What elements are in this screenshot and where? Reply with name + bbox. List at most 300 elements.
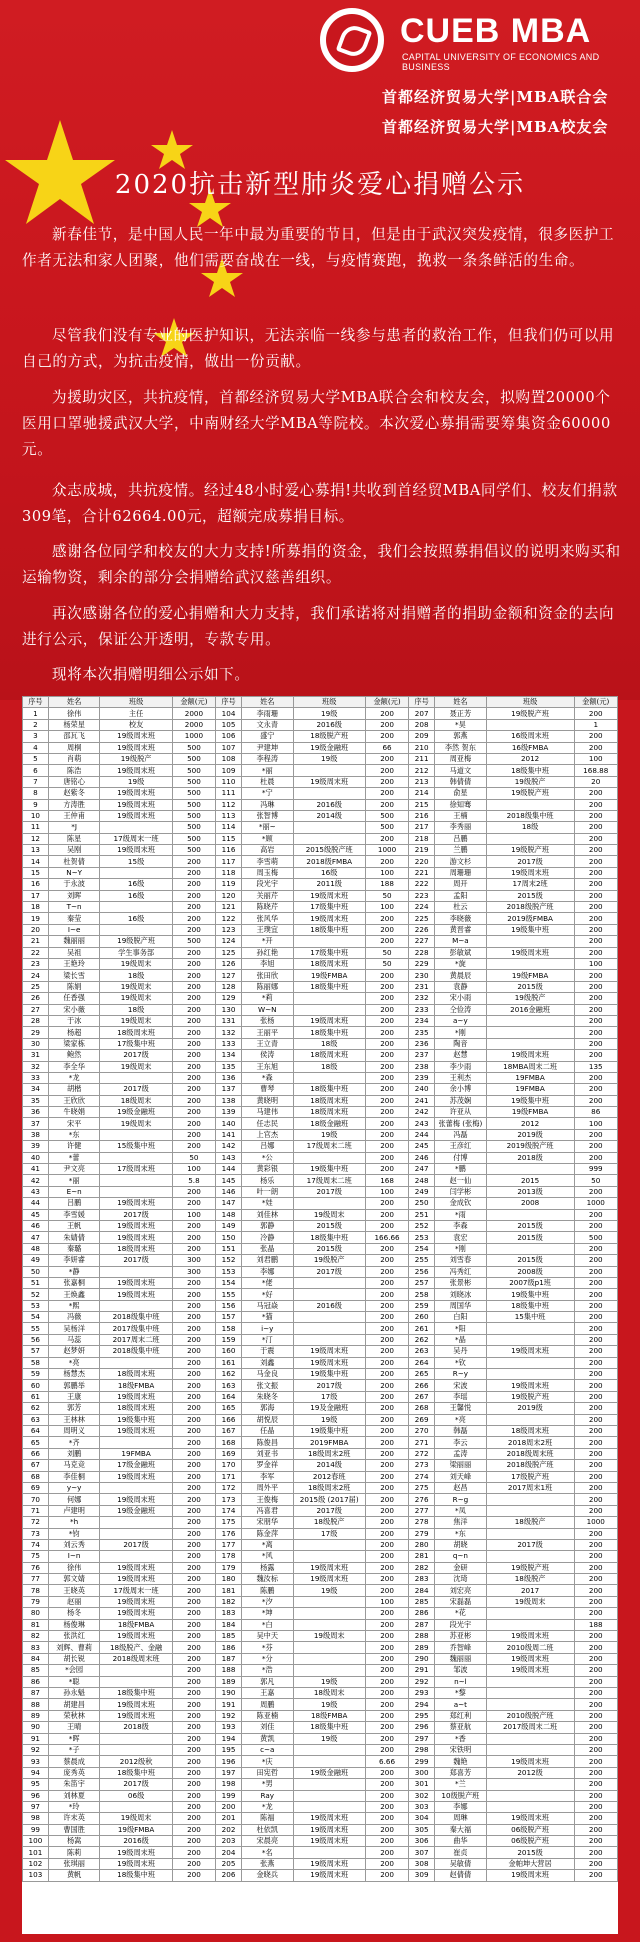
table-cell <box>100 902 172 913</box>
table-cell: I~n <box>48 1551 100 1562</box>
table-cell: 19级周末班 <box>486 1653 574 1664</box>
table-cell: 500 <box>172 799 215 810</box>
table-cell: 19级金融班 <box>100 1107 172 1118</box>
table-cell: 14 <box>23 856 49 867</box>
table-cell: 200 <box>574 1733 618 1744</box>
table-cell: 234 <box>409 1015 435 1026</box>
table-row <box>23 1141 618 1152</box>
table-cell: 秦莹 <box>48 913 100 924</box>
table-cell: *旋 <box>435 958 487 969</box>
table-cell: 许健 <box>48 1141 100 1152</box>
table-cell <box>100 1186 172 1197</box>
table-cell <box>100 1300 172 1311</box>
table-cell: 142 <box>216 1141 242 1152</box>
table-cell: 19级集中班 <box>100 1414 172 1425</box>
table-cell: 200 <box>574 1710 618 1721</box>
table-cell: *森 <box>241 1072 293 1083</box>
table-cell: 200 <box>365 1061 408 1072</box>
table-cell: 126 <box>216 958 242 969</box>
table-row <box>23 1004 618 1015</box>
table-cell: 19级周末班 <box>100 1277 172 1288</box>
table-cell: 李然 贺东 <box>435 742 487 753</box>
table-cell: 218 <box>409 833 435 844</box>
table-cell: W~N <box>241 1004 293 1015</box>
table-cell: 19级脱产班 <box>100 936 172 947</box>
table-cell: 200 <box>365 1369 408 1380</box>
table-cell: 204 <box>216 1847 242 1858</box>
table-cell: 233 <box>409 1004 435 1015</box>
table-cell: q~n <box>435 1551 487 1562</box>
table-cell <box>293 1198 365 1209</box>
table-cell: 173 <box>216 1494 242 1505</box>
table-cell: 163 <box>216 1380 242 1391</box>
table-cell: 2017级 <box>293 1186 365 1197</box>
table-row <box>23 845 618 856</box>
table-cell: 200 <box>172 1232 215 1243</box>
table-cell: 19级集中班 <box>486 924 574 935</box>
table-cell: 19级脱产 <box>293 1255 365 1266</box>
table-cell: 19级周末班 <box>486 1813 574 1824</box>
table-cell: 刘天峰 <box>435 1471 487 1482</box>
table-cell <box>293 1779 365 1790</box>
table-cell: *昊 <box>435 719 487 730</box>
table-cell: 200 <box>172 1334 215 1345</box>
table-cell: 19级脱产 <box>486 993 574 1004</box>
table-cell: 200 <box>365 1460 408 1471</box>
table-cell <box>486 1551 574 1562</box>
table-cell: 172 <box>216 1482 242 1493</box>
table-cell: 200 <box>172 1676 215 1687</box>
table-cell: 200 <box>172 1870 215 1881</box>
table-cell: 17级周末一班 <box>100 833 172 844</box>
table-cell: 2016级 <box>293 1300 365 1311</box>
table-cell: 200 <box>365 1141 408 1152</box>
table-cell: 248 <box>409 1175 435 1186</box>
table-cell: *静 <box>48 1266 100 1277</box>
table-cell: 266 <box>409 1380 435 1391</box>
table-cell: 200 <box>574 1152 618 1163</box>
table-cell: 宋平 <box>48 1118 100 1129</box>
table-cell <box>100 822 172 833</box>
table-cell: 18级周末班 <box>486 1426 574 1437</box>
table-cell: 500 <box>172 788 215 799</box>
table-cell: 金额(元) <box>574 697 618 708</box>
table-cell <box>293 1653 365 1664</box>
table-cell: 200 <box>574 1767 618 1778</box>
table-cell: 183 <box>216 1608 242 1619</box>
table-cell: 47 <box>23 1232 49 1243</box>
table-cell: 200 <box>574 947 618 958</box>
table-row <box>23 1118 618 1129</box>
table-cell: 200 <box>172 1107 215 1118</box>
table-cell: 陈浩 <box>48 765 100 776</box>
table-cell: 李雨珊 <box>241 708 293 719</box>
table-cell: 200 <box>365 1619 408 1630</box>
table-cell: 5 <box>23 753 49 764</box>
table-cell: 64 <box>23 1426 49 1437</box>
table-cell: 200 <box>365 1767 408 1778</box>
table-cell: 147 <box>216 1198 242 1209</box>
table-cell: 王俊梅 <box>241 1494 293 1505</box>
table-cell: 200 <box>365 1380 408 1391</box>
table-cell: *亮 <box>48 1357 100 1368</box>
table-cell: 2017级 <box>293 1380 365 1391</box>
table-cell: 张洪红 <box>48 1631 100 1642</box>
table-cell: 叶一朗 <box>241 1186 293 1197</box>
table-cell: 崔贞 <box>435 1847 487 1858</box>
table-cell <box>100 1517 172 1528</box>
table-row <box>23 1129 618 1140</box>
table-cell: 238 <box>409 1061 435 1072</box>
table-cell: *宁 <box>241 788 293 799</box>
table-cell: 85 <box>23 1665 49 1676</box>
table-cell: 王林林 <box>48 1414 100 1425</box>
table-cell: 285 <box>409 1596 435 1607</box>
table-cell: 200 <box>574 1346 618 1357</box>
table-cell: 200 <box>365 1744 408 1755</box>
table-cell: 赵昌 <box>435 1482 487 1493</box>
table-cell: 19级FMBA <box>486 1107 574 1118</box>
table-cell <box>486 1676 574 1687</box>
table-cell: 144 <box>216 1164 242 1175</box>
table-cell: 200 <box>365 1448 408 1459</box>
table-cell: 苏茂娴 <box>435 1095 487 1106</box>
table-cell: 200 <box>365 1505 408 1516</box>
table-row <box>23 1209 618 1220</box>
table-cell: 200 <box>172 1084 215 1095</box>
table-cell: 2018级 <box>100 1722 172 1733</box>
table-cell: 19级金融班 <box>293 742 365 753</box>
table-row <box>23 799 618 810</box>
table-cell: *黎 <box>435 1687 487 1698</box>
table-cell: 19级脱产班 <box>486 1562 574 1573</box>
table-cell: *名 <box>241 1847 293 1858</box>
table-cell: 杜晨 <box>241 776 293 787</box>
table-cell: 鲍然 <box>48 1050 100 1061</box>
table-cell: 82 <box>23 1631 49 1642</box>
table-cell: 200 <box>574 810 618 821</box>
table-cell: 200 <box>365 1414 408 1425</box>
table-cell: 2017周末二班 <box>100 1334 172 1345</box>
table-cell: 60 <box>23 1380 49 1391</box>
table-cell: 177 <box>216 1539 242 1550</box>
table-cell: 郭凡 <box>241 1676 293 1687</box>
table-cell: 200 <box>574 993 618 1004</box>
table-cell: 135 <box>216 1061 242 1072</box>
org-line-union: 首都经济贸易大学|MBA联合会 <box>382 88 609 106</box>
table-cell: 2018级集中班 <box>486 810 574 821</box>
table-cell: 200 <box>172 1790 215 1801</box>
table-cell: 200 <box>365 1710 408 1721</box>
table-cell: 陈金萍 <box>241 1528 293 1539</box>
table-cell: 梁丽丽 <box>435 1460 487 1471</box>
table-cell: M~a <box>435 936 487 947</box>
table-cell: 44 <box>23 1198 49 1209</box>
table-row <box>23 947 618 958</box>
table-cell: 200 <box>172 1095 215 1106</box>
table-cell: 200 <box>574 867 618 878</box>
table-cell: 200 <box>172 1665 215 1676</box>
table-cell: 18级FMBA <box>100 1380 172 1391</box>
table-cell: 马道文 <box>435 765 487 776</box>
table-cell: 200 <box>172 1710 215 1721</box>
table-cell: 19级周末班 <box>293 776 365 787</box>
table-cell: 200 <box>365 1004 408 1015</box>
table-cell: 周珊珊 <box>435 867 487 878</box>
table-cell: 31 <box>23 1050 49 1061</box>
table-cell: 李晓薇 <box>435 913 487 924</box>
table-cell: 39 <box>23 1141 49 1152</box>
table-cell: 200 <box>365 1095 408 1106</box>
table-cell: 周桐 <box>48 742 100 753</box>
table-cell: *h <box>48 1517 100 1528</box>
table-cell: 秦璐 <box>48 1243 100 1254</box>
table-cell: 97 <box>23 1801 49 1812</box>
table-cell: 29 <box>23 1027 49 1038</box>
table-cell: *东 <box>48 1129 100 1140</box>
table-cell: 白阳 <box>435 1312 487 1323</box>
table-cell: 200 <box>172 1369 215 1380</box>
table-cell: 200 <box>574 1631 618 1642</box>
table-cell: 200 <box>365 856 408 867</box>
table-cell: 陈娟 <box>48 981 100 992</box>
table-cell: *开 <box>241 936 293 947</box>
table-cell: 王楠 <box>435 810 487 821</box>
table-cell: 黄晓明 <box>241 1095 293 1106</box>
table-cell: 4 <box>23 742 49 753</box>
table-cell <box>293 1744 365 1755</box>
table-cell: 73 <box>23 1528 49 1539</box>
table-row <box>23 1460 618 1471</box>
table-cell <box>293 1289 365 1300</box>
table-cell: 136 <box>216 1072 242 1083</box>
table-cell <box>293 1608 365 1619</box>
table-cell: 李秀丽 <box>435 822 487 833</box>
table-cell: *熙 <box>48 1300 100 1311</box>
table-cell <box>486 1699 574 1710</box>
table-cell: 魏丽丽 <box>48 936 100 947</box>
table-cell: 228 <box>409 947 435 958</box>
table-cell: 200 <box>574 1585 618 1596</box>
table-cell: 2019级脱产班 <box>486 1141 574 1152</box>
table-cell: 2015 <box>486 1175 574 1186</box>
table-cell: 19级FMBA <box>486 970 574 981</box>
table-cell: 杨冬 <box>48 1608 100 1619</box>
table-cell: 100 <box>172 1209 215 1220</box>
table-row <box>23 1380 618 1391</box>
table-cell: 金研 <box>435 1562 487 1573</box>
table-cell: 184 <box>216 1619 242 1630</box>
table-cell: 200 <box>365 1426 408 1437</box>
table-cell: 唐铭心 <box>48 776 100 787</box>
table-cell: 225 <box>409 913 435 924</box>
table-cell: 19级周末班 <box>100 1847 172 1858</box>
table-cell: 18级周末班 <box>293 1107 365 1118</box>
table-cell: 200 <box>574 1027 618 1038</box>
table-cell: 277 <box>409 1505 435 1516</box>
table-cell: 卢建明 <box>48 1505 100 1516</box>
table-cell: 19级FMBA <box>100 1824 172 1835</box>
table-cell: *刚 <box>435 1243 487 1254</box>
table-cell: 200 <box>574 1266 618 1277</box>
table-cell: 200 <box>574 731 618 742</box>
table-cell: 徐伟 <box>48 708 100 719</box>
table-cell: 282 <box>409 1562 435 1573</box>
table-cell: 2014级 <box>293 1460 365 1471</box>
table-cell: 125 <box>216 947 242 958</box>
table-cell: 200 <box>172 1414 215 1425</box>
table-cell: 周国华 <box>435 1300 487 1311</box>
table-cell: 黄彩银 <box>241 1164 293 1175</box>
table-cell: 200 <box>172 1756 215 1767</box>
table-cell: 200 <box>172 1312 215 1323</box>
table-cell: 102 <box>23 1858 49 1869</box>
table-cell: 289 <box>409 1642 435 1653</box>
table-cell: 朱笛宇 <box>48 1779 100 1790</box>
table-cell: 229 <box>409 958 435 969</box>
table-cell: 268 <box>409 1403 435 1414</box>
table-cell: 2016级 <box>293 719 365 730</box>
table-cell: 245 <box>409 1141 435 1152</box>
table-cell: 曹国胜 <box>48 1824 100 1835</box>
table-cell: 200 <box>365 1482 408 1493</box>
table-cell: 95 <box>23 1779 49 1790</box>
table-cell: 164 <box>216 1391 242 1402</box>
table-cell: 金额(元) <box>172 697 215 708</box>
table-cell: 288 <box>409 1631 435 1642</box>
table-header-row <box>23 697 618 708</box>
table-cell: 258 <box>409 1289 435 1300</box>
table-cell: 90 <box>23 1722 49 1733</box>
table-cell: 200 <box>574 1448 618 1459</box>
table-cell: 200 <box>365 1642 408 1653</box>
table-cell: 200 <box>172 1608 215 1619</box>
table-cell: 2016级 <box>293 799 365 810</box>
table-row <box>23 1426 618 1437</box>
table-cell: 2007级p1班 <box>486 1277 574 1288</box>
table-cell: 260 <box>409 1312 435 1323</box>
table-cell: 57 <box>23 1346 49 1357</box>
table-row <box>23 1289 618 1300</box>
table-cell: 魏艳 <box>435 1756 487 1767</box>
table-cell: 200 <box>574 822 618 833</box>
table-cell: 2015级 <box>486 890 574 901</box>
table-cell: 84 <box>23 1653 49 1664</box>
table-cell: 200 <box>172 1722 215 1733</box>
table-cell: 106 <box>216 731 242 742</box>
table-cell: 聂正芳 <box>435 708 487 719</box>
table-cell: 278 <box>409 1517 435 1528</box>
table-cell: 200 <box>365 1608 408 1619</box>
table-cell: 06级脱产班 <box>486 1824 574 1835</box>
table-cell: 200 <box>574 1243 618 1254</box>
table-cell: 200 <box>172 1687 215 1698</box>
table-cell: 188 <box>365 879 408 890</box>
table-cell: 200 <box>574 1129 618 1140</box>
brand-name: CUEB MBA <box>400 12 592 50</box>
table-cell: 秦大福 <box>435 1824 487 1835</box>
table-cell: 2018级集中班 <box>100 1312 172 1323</box>
table-cell: 104 <box>216 708 242 719</box>
table-cell <box>293 1801 365 1812</box>
table-cell: 杨荣星 <box>48 719 100 730</box>
table-cell: 178 <box>216 1551 242 1562</box>
table-cell: 145 <box>216 1175 242 1186</box>
table-cell: 58 <box>23 1357 49 1368</box>
table-cell: 270 <box>409 1426 435 1437</box>
table-cell: 3 <box>23 731 49 742</box>
table-cell: 郑红利 <box>435 1710 487 1721</box>
table-cell <box>100 924 172 935</box>
table-cell: 2012 <box>486 1118 574 1129</box>
table-row <box>23 1232 618 1243</box>
table-row <box>23 1243 618 1254</box>
table-cell <box>100 1733 172 1744</box>
table-row <box>23 776 618 787</box>
table-cell <box>100 1744 172 1755</box>
table-cell: 200 <box>365 1198 408 1209</box>
table-cell: 52 <box>23 1289 49 1300</box>
table-cell: 陈福 <box>241 1813 293 1824</box>
table-row <box>23 1642 618 1653</box>
table-cell <box>293 1665 365 1676</box>
table-cell: 200 <box>574 1460 618 1471</box>
table-row <box>23 1699 618 1710</box>
table-cell: 101 <box>23 1847 49 1858</box>
table-cell: 200 <box>365 1050 408 1061</box>
table-cell: 244 <box>409 1129 435 1140</box>
table-cell: 游文杉 <box>435 856 487 867</box>
table-cell: 19级周末班 <box>293 1574 365 1585</box>
table-cell: 200 <box>365 1346 408 1357</box>
table-cell: 200 <box>172 1141 215 1152</box>
table-cell: 乔智峰 <box>435 1642 487 1653</box>
table-cell: 200 <box>574 1437 618 1448</box>
table-cell: 吴敏倩 <box>435 1858 487 1869</box>
table-cell: 19级周末班 <box>293 1015 365 1026</box>
table-cell: 孟涛 <box>435 1448 487 1459</box>
table-cell: 200 <box>574 1015 618 1026</box>
table-cell: 200 <box>574 1414 618 1425</box>
table-cell: 19级集中班 <box>293 1426 365 1437</box>
table-cell: 200 <box>574 1038 618 1049</box>
table-cell: 200 <box>365 788 408 799</box>
table-cell <box>486 1790 574 1801</box>
table-cell: 301 <box>409 1779 435 1790</box>
table-cell: 200 <box>172 1824 215 1835</box>
table-cell <box>486 1779 574 1790</box>
table-cell: 18级集中班 <box>293 1027 365 1038</box>
table-cell: 200 <box>172 1357 215 1368</box>
table-cell: 200 <box>172 1050 215 1061</box>
table-cell <box>293 1323 365 1334</box>
table-cell: 19级脱产班 <box>486 788 574 799</box>
table-cell: 19FMBA <box>486 1084 574 1095</box>
table-cell: 294 <box>409 1699 435 1710</box>
table-cell: 18级集中班 <box>293 981 365 992</box>
table-cell: 307 <box>409 1847 435 1858</box>
table-cell: 69 <box>23 1482 49 1493</box>
table-cell: 金成钦 <box>435 1198 487 1209</box>
table-cell: 姓名 <box>241 697 293 708</box>
table-cell: 200 <box>574 1084 618 1095</box>
table-cell: 17级集中班 <box>293 902 365 913</box>
table-cell: 吕鹏 <box>435 833 487 844</box>
table-cell: 200 <box>365 1334 408 1345</box>
table-row <box>23 879 618 890</box>
table-cell: 付博 <box>435 1152 487 1163</box>
table-cell: 18级脱产、金融 <box>100 1642 172 1653</box>
